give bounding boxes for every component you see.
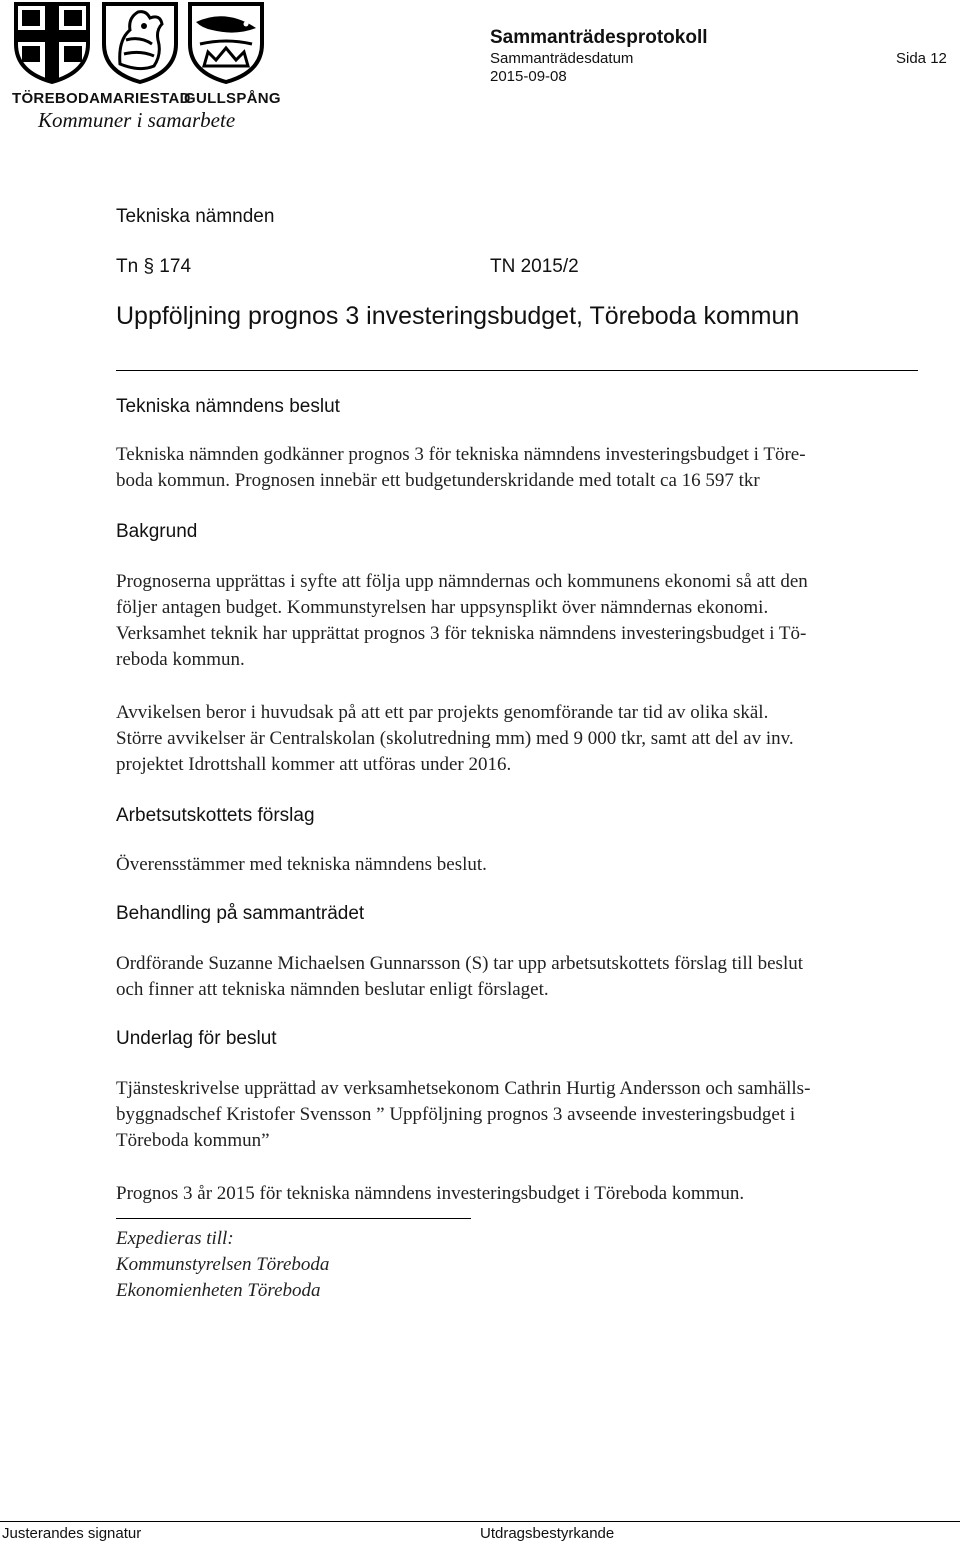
text-line: Större avvikelser är Centralskolan (skolutredning mm) med 9 000 tkr, samt att del av inv. (116, 728, 794, 749)
section-heading-decision: Tekniska nämndens beslut (116, 396, 340, 417)
decision-text (116, 442, 956, 494)
text-line: Ordförande Suzanne Michaelsen Gunnarsson (S) tar upp arbetsutskottets förslag till beslut (116, 953, 804, 974)
toreboda-coat-of-arms-icon (12, 0, 92, 84)
document-type: Sammanträdesprotokoll (490, 27, 708, 48)
text-line: Tjänsteskrivelse upprättad av verksamhetsekonom Cathrin Hurtig Andersson och samhälls- (116, 1078, 811, 1099)
page-number: Sida 12 (896, 50, 947, 67)
logo-tagline: Kommuner i samarbete (38, 108, 236, 132)
logo-name-gullspang: GULLSPÅNG (184, 90, 281, 107)
case-number-prefix: Tn (116, 256, 144, 277)
extract-certification-label: Utdragsbestyrkande (480, 1525, 615, 1542)
case-number (116, 256, 191, 278)
case-reference: TN 2015/2 (490, 256, 579, 277)
background-paragraph-2 (116, 700, 956, 778)
mariestad-coat-of-arms-icon (100, 0, 180, 84)
distribution-divider (116, 1218, 471, 1219)
logo-name-toreboda: TÖREBODA (12, 90, 101, 107)
meeting-date-value: 2015-09-08 (490, 68, 567, 85)
basis-paragraph-2 (116, 1181, 956, 1207)
document-title: Uppföljning prognos 3 investeringsbudget, Töreboda kommun (116, 302, 800, 330)
text-line: Tekniska nämnden godkänner prognos 3 för tekniska nämndens investeringsbudget i Töre- (116, 444, 806, 465)
text-line: Prognos 3 år 2015 för tekniska nämndens investeringsbudget i Töreboda kommun. (116, 1183, 745, 1204)
municipality-logo (8, 0, 281, 132)
distribution-recipient: Ekonomienheten Töreboda (116, 1280, 321, 1301)
section-heading-background: Bakgrund (116, 521, 198, 542)
distribution-label: Expedieras till: (116, 1228, 234, 1249)
distribution-list (116, 1226, 956, 1304)
committee-heading: Tekniska nämnden (116, 206, 275, 227)
section-heading-committee-proposal: Arbetsutskottets förslag (116, 805, 315, 826)
meeting-date-label: Sammanträdesdatum (490, 50, 634, 67)
paragraph-sign: § (143, 256, 155, 277)
section-heading-proceedings: Behandling på sammanträdet (116, 903, 365, 924)
basis-paragraph-1 (116, 1076, 956, 1154)
footer-divider (0, 1521, 960, 1522)
text-line: projektet Idrottshall kommer att utföras under 2016. (116, 754, 512, 775)
case-number-value: 174 (154, 256, 192, 277)
text-line: följer antagen budget. Kommunstyrelsen har uppsynsplikt över nämndernas ekonomi. (116, 597, 769, 618)
text-line: byggnadschef Kristofer Svensson ” Uppföljning prognos 3 avseende investeringsbudget i (116, 1104, 796, 1125)
section-heading-basis: Underlag för beslut (116, 1028, 277, 1049)
distribution-recipient: Kommunstyrelsen Töreboda (116, 1254, 330, 1275)
text-line: Prognoserna upprättas i syfte att följa upp nämndernas och kommunens ekonomi så att den (116, 571, 808, 592)
text-line: och finner att tekniska nämnden beslutar enligt förslaget. (116, 979, 549, 1000)
proceedings-text (116, 951, 956, 1003)
text-line: Verksamhet teknik har upprättat prognos 3 för tekniska nämndens investeringsbudget i Tö- (116, 623, 807, 644)
logo-name-mariestad: MARIESTAD (100, 90, 191, 107)
background-paragraph-1 (116, 569, 956, 673)
title-divider (116, 370, 918, 371)
gullspang-coat-of-arms-icon (186, 0, 266, 84)
signature-label: Justerandes signatur (2, 1525, 142, 1542)
case-row (116, 256, 716, 282)
text-line: reboda kommun. (116, 649, 245, 670)
text-line: Töreboda kommun” (116, 1130, 270, 1151)
committee-proposal-text (116, 852, 956, 878)
text-line: Avvikelsen beror i huvudsak på att ett par projekts genomförande tar tid av olika skäl. (116, 702, 769, 723)
text-line: boda kommun. Prognosen innebär ett budgetunderskridande med totalt ca 16 597 tkr (116, 470, 760, 491)
text-line: Överensstämmer med tekniska nämndens beslut. (116, 854, 487, 875)
